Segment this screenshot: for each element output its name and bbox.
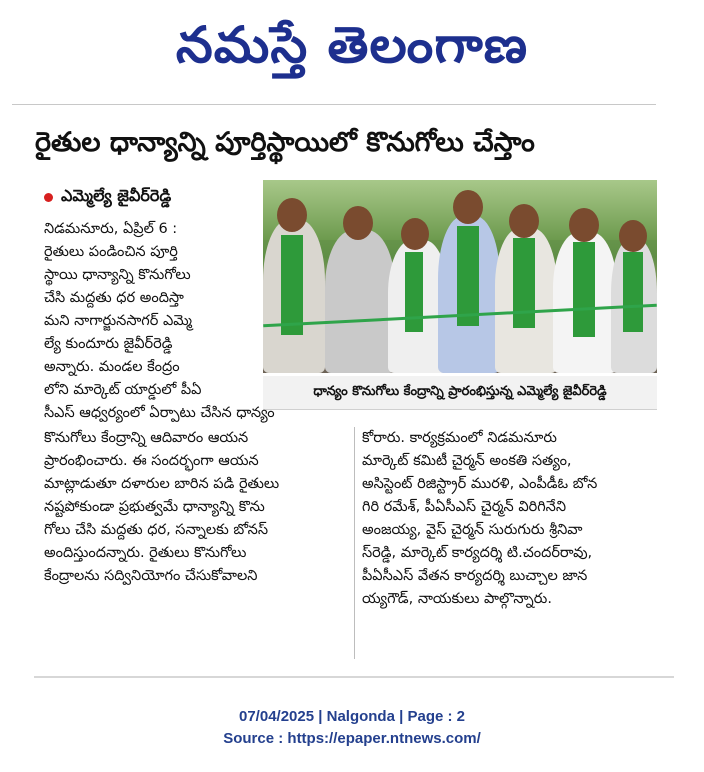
footer <box>0 706 704 750</box>
text-line: స్థాయి ధాన్యాన్ని కొనుగోలు <box>44 267 191 283</box>
top-divider <box>12 104 656 105</box>
text-line: కోరారు. కార్యక్రమంలో నిడమనూరు <box>362 430 557 446</box>
text-line: గోలు చేసి మద్దతు ధర, సన్నాలకు బోనస్ <box>44 522 269 538</box>
text-line: నిడమనూరు, ఏప్రిల్ 6 : <box>44 221 178 237</box>
column-divider <box>354 427 355 659</box>
text-line: అంజయ్య, వైస్ చైర్మన్ సురుగురు శ్రీనివా <box>362 522 583 538</box>
footer-source-link[interactable]: Source : https://epaper.ntnews.com/ <box>223 730 481 747</box>
text-line: పీఏసీఎస్ వేతన కార్యదర్శి బుచ్చాల జాన <box>362 568 588 584</box>
masthead-title: నమస్తే తెలంగాణ <box>175 16 529 74</box>
bullet-icon <box>44 193 53 202</box>
text-line: య్యగౌడ్, నాయకులు పాల్గొన్నారు. <box>362 591 552 607</box>
text-line: కొనుగోలు కేంద్రాన్ని ఆదివారం ఆయన <box>44 430 249 446</box>
text-line: ప్రారంభించారు. ఈ సందర్భంగా ఆయన <box>44 453 259 469</box>
text-line: మార్కెట్ కమిటీ చైర్మన్ అంకతి సత్యం, <box>362 453 572 469</box>
text-line: రైతులు పండించిన పూర్తి <box>44 244 178 260</box>
text-line: గిరి రమేశ్, పీఏసీఎస్ చైర్మన్ విరిగినేని <box>362 499 567 515</box>
byline <box>44 184 171 210</box>
article-column-left-top <box>44 218 275 425</box>
text-line: సీఎస్ ఆధ్వర్యంలో ఏర్పాటు చేసిన ధాన్యం <box>44 405 275 421</box>
text-line: నష్టపోకుండా ప్రభుత్వమే ధాన్యాన్ని కొను <box>44 499 265 515</box>
text-line: కేంద్రాలను సద్వినియోగం చేసుకోవాలని <box>44 568 258 584</box>
byline-text: ఎమ్మెల్యే జైవీర్‌రెడ్డి <box>61 185 172 205</box>
footer-date-line: 07/04/2025 | Nalgonda | Page : 2 <box>239 708 465 725</box>
text-line: మని నాగార్జునసాగర్ ఎమ్మె <box>44 313 193 329</box>
article-column-right <box>362 427 660 611</box>
photo-caption: ధాన్యం కొనుగోలు కేంద్రాన్ని ప్రారంభిస్తున్న ఎమ్మెల్యే జైవీర్‌రెడ్డి <box>263 376 657 410</box>
text-line: అసిస్టెంట్ రిజిస్ట్రార్ మురళి, ఎంపీడీఓ బోన <box>362 476 598 492</box>
article-column-left-bottom <box>44 427 346 588</box>
text-line: స్‌రెడ్డి, మార్కెట్ కార్యదర్శి టి.చందర్‌రావు, <box>362 545 593 561</box>
news-photo <box>263 180 657 373</box>
text-line: అందిస్తుందన్నారు. రైతులు కొనుగోలు <box>44 545 247 561</box>
text-line: లోని మార్కెట్ యార్డులో పీఏ <box>44 382 202 398</box>
text-line: అన్నారు. మండల కేంద్రం <box>44 359 180 375</box>
text-line: చేసి మద్దతు ధర అందిస్తా <box>44 290 184 306</box>
text-line: ల్యే కుందూరు జైవీర్‌రెడ్డి <box>44 336 173 352</box>
bottom-divider <box>34 676 674 678</box>
text-line: మాట్లాడుతూ దళారుల బారిన పడి రైతులు <box>44 476 280 492</box>
article-headline: రైతుల ధాన్యాన్ని పూర్తిస్థాయిలో కొనుగోలు చేస్తాం <box>35 127 535 158</box>
